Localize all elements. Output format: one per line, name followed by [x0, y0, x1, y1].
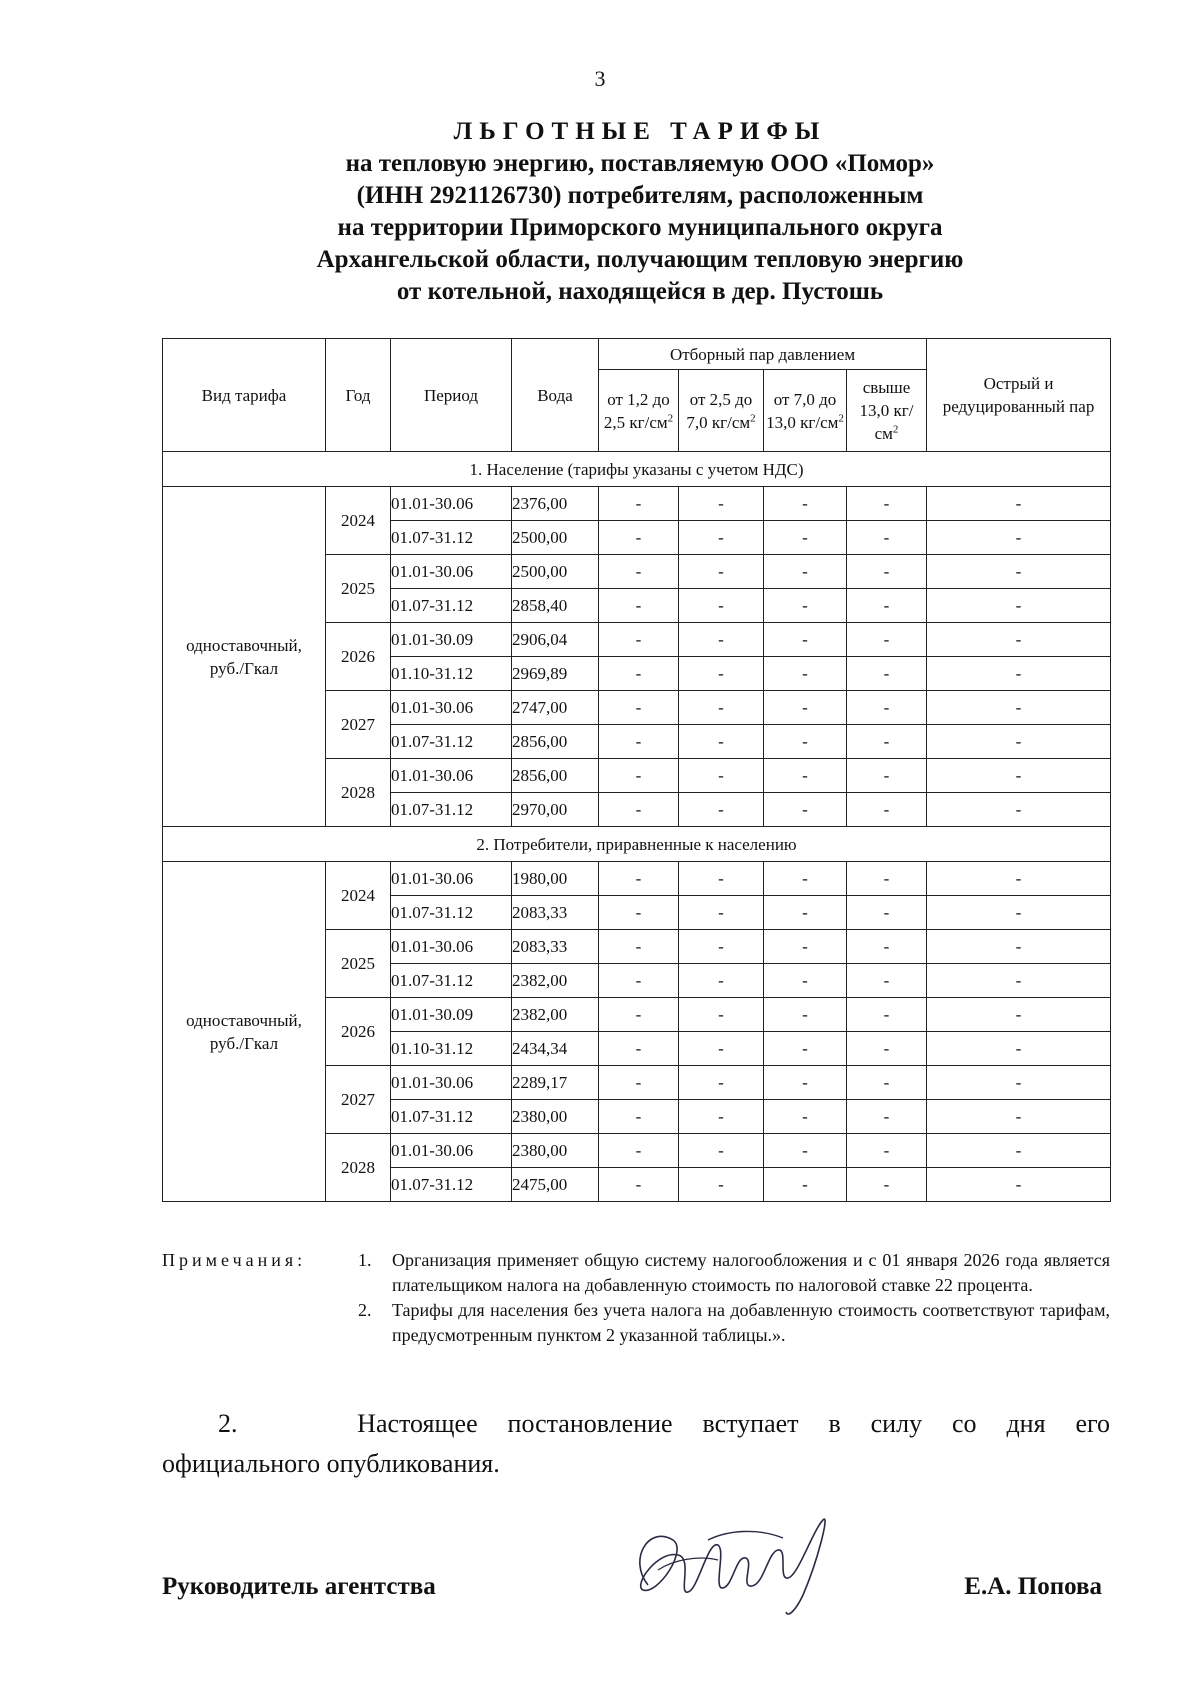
water-value-cell: 2969,89: [512, 657, 599, 691]
empty-value-cell: -: [679, 1100, 764, 1134]
empty-value-cell: -: [764, 691, 847, 725]
empty-value-cell: -: [847, 998, 927, 1032]
empty-value-cell: -: [847, 862, 927, 896]
water-value-cell: 2382,00: [512, 964, 599, 998]
water-value-cell: 1980,00: [512, 862, 599, 896]
empty-value-cell: -: [927, 896, 1111, 930]
period-cell: 01.01-30.06: [391, 930, 512, 964]
year-cell: 2026: [326, 998, 391, 1066]
empty-value-cell: -: [679, 793, 764, 827]
period-cell: 01.07-31.12: [391, 964, 512, 998]
empty-value-cell: -: [599, 691, 679, 725]
empty-value-cell: -: [847, 1134, 927, 1168]
empty-value-cell: -: [847, 555, 927, 589]
header-steam-2: [679, 370, 764, 452]
empty-value-cell: -: [764, 1168, 847, 1202]
empty-value-cell: -: [679, 1168, 764, 1202]
period-cell: 01.01-30.06: [391, 555, 512, 589]
period-cell: 01.07-31.12: [391, 589, 512, 623]
water-value-cell: 2382,00: [512, 998, 599, 1032]
header-steam-group: Отборный пар давлением: [599, 339, 927, 370]
empty-value-cell: -: [847, 657, 927, 691]
empty-value-cell: -: [599, 998, 679, 1032]
empty-value-cell: -: [599, 1066, 679, 1100]
empty-value-cell: -: [764, 1134, 847, 1168]
water-value-cell: 2289,17: [512, 1066, 599, 1100]
title-line: от котельной, находящейся в дер. Пустошь: [396, 278, 884, 305]
water-value-cell: 2475,00: [512, 1168, 599, 1202]
empty-value-cell: -: [679, 759, 764, 793]
empty-value-cell: -: [847, 964, 927, 998]
empty-value-cell: -: [927, 862, 1111, 896]
empty-value-cell: -: [599, 1032, 679, 1066]
empty-value-cell: -: [599, 589, 679, 623]
period-cell: 01.07-31.12: [391, 725, 512, 759]
empty-value-cell: -: [679, 930, 764, 964]
empty-value-cell: -: [927, 930, 1111, 964]
period-cell: 01.10-31.12: [391, 1032, 512, 1066]
empty-value-cell: -: [764, 487, 847, 521]
title-line: на тепловую энергию, поставляемую ООО «Помор»: [345, 150, 935, 177]
empty-value-cell: -: [764, 623, 847, 657]
empty-value-cell: -: [927, 793, 1111, 827]
tariff-type-cell: одноставочный, руб./Гкал: [163, 487, 326, 827]
water-value-cell: 2747,00: [512, 691, 599, 725]
header-steam-2-text: от 2,5 до 7,0 кг/см: [686, 389, 753, 432]
unit-superscript: 2: [892, 423, 899, 436]
note-text: Организация применяет общую систему налогообложения и с 01 января 2026 года является плательщиком налога на добавленную стоимость по налоговой ставке 22 процента.: [392, 1250, 1110, 1295]
title-line: Архангельской области, получающим тепловую энергию: [316, 246, 964, 273]
period-cell: 01.01-30.06: [391, 1134, 512, 1168]
empty-value-cell: -: [927, 1168, 1111, 1202]
water-value-cell: 2858,40: [512, 589, 599, 623]
empty-value-cell: -: [679, 1134, 764, 1168]
notes: [162, 1248, 1110, 1348]
note-number: 1.: [358, 1250, 372, 1270]
empty-value-cell: -: [679, 589, 764, 623]
empty-value-cell: -: [927, 1100, 1111, 1134]
empty-value-cell: -: [599, 930, 679, 964]
notes-label: Примечания:: [162, 1250, 307, 1270]
water-value-cell: 2906,04: [512, 623, 599, 657]
header-steam-1-text: от 1,2 до 2,5 кг/см: [603, 389, 670, 432]
empty-value-cell: -: [599, 657, 679, 691]
empty-value-cell: -: [599, 759, 679, 793]
note-number: 2.: [358, 1300, 372, 1320]
empty-value-cell: -: [764, 998, 847, 1032]
period-cell: 01.01-30.06: [391, 1066, 512, 1100]
document-title: [160, 116, 1120, 308]
empty-value-cell: -: [599, 862, 679, 896]
title-line: ЛЬГОТНЫЕ ТАРИФЫ: [453, 118, 827, 145]
table-row: [163, 487, 1111, 521]
empty-value-cell: -: [847, 1168, 927, 1202]
period-cell: 01.07-31.12: [391, 521, 512, 555]
header-steam-1: [599, 370, 679, 452]
period-cell: 01.10-31.12: [391, 657, 512, 691]
empty-value-cell: -: [679, 964, 764, 998]
year-cell: 2025: [326, 555, 391, 623]
empty-value-cell: -: [927, 589, 1111, 623]
empty-value-cell: -: [764, 1066, 847, 1100]
empty-value-cell: -: [927, 555, 1111, 589]
title-line: на территории Приморского муниципального округа: [337, 214, 943, 241]
unit-superscript: 2: [750, 411, 756, 424]
empty-value-cell: -: [679, 521, 764, 555]
empty-value-cell: -: [599, 793, 679, 827]
empty-value-cell: -: [847, 623, 927, 657]
period-cell: 01.07-31.12: [391, 793, 512, 827]
header-sharp-steam: Острый и редуцированный пар: [927, 339, 1111, 452]
water-value-cell: 2970,00: [512, 793, 599, 827]
paragraph-number: 2.: [218, 1409, 238, 1438]
page-number: 3: [594, 66, 606, 91]
empty-value-cell: -: [764, 555, 847, 589]
empty-value-cell: -: [679, 862, 764, 896]
empty-value-cell: -: [764, 589, 847, 623]
water-value-cell: 2376,00: [512, 487, 599, 521]
water-value-cell: 2856,00: [512, 759, 599, 793]
tariff-table: [162, 338, 1111, 1202]
header-period: Период: [391, 339, 512, 452]
water-value-cell: 2380,00: [512, 1134, 599, 1168]
year-cell: 2028: [326, 1134, 391, 1202]
empty-value-cell: -: [679, 725, 764, 759]
empty-value-cell: -: [599, 1134, 679, 1168]
empty-value-cell: -: [847, 793, 927, 827]
empty-value-cell: -: [599, 1100, 679, 1134]
note-text: Тарифы для населения без учета налога на добавленную стоимость соответствуют тарифам, предусмотренным пунктом 2 указанной таблицы.».: [392, 1300, 1110, 1345]
empty-value-cell: -: [847, 487, 927, 521]
empty-value-cell: -: [679, 998, 764, 1032]
note-item: [358, 1298, 1110, 1348]
empty-value-cell: -: [847, 930, 927, 964]
unit-superscript: 2: [838, 411, 844, 424]
water-value-cell: 2083,33: [512, 930, 599, 964]
empty-value-cell: -: [599, 1168, 679, 1202]
empty-value-cell: -: [764, 793, 847, 827]
empty-value-cell: -: [927, 725, 1111, 759]
period-cell: 01.01-30.06: [391, 862, 512, 896]
empty-value-cell: -: [599, 725, 679, 759]
period-cell: 01.01-30.06: [391, 691, 512, 725]
empty-value-cell: -: [679, 1032, 764, 1066]
empty-value-cell: -: [927, 1134, 1111, 1168]
period-cell: 01.01-30.09: [391, 998, 512, 1032]
empty-value-cell: -: [679, 555, 764, 589]
year-cell: 2024: [326, 862, 391, 930]
header-year: Год: [326, 339, 391, 452]
empty-value-cell: -: [927, 657, 1111, 691]
header-tariff-type: Вид тарифа: [163, 339, 326, 452]
water-value-cell: 2083,33: [512, 896, 599, 930]
empty-value-cell: -: [764, 725, 847, 759]
year-cell: 2025: [326, 930, 391, 998]
empty-value-cell: -: [927, 759, 1111, 793]
empty-value-cell: -: [599, 896, 679, 930]
empty-value-cell: -: [764, 862, 847, 896]
header-steam-3: [764, 370, 847, 452]
section-title: 2. Потребители, приравненные к населению: [163, 827, 1111, 862]
empty-value-cell: -: [764, 964, 847, 998]
water-value-cell: 2500,00: [512, 521, 599, 555]
empty-value-cell: -: [847, 521, 927, 555]
header-steam-4-text: свыше 13,0 кг/см: [859, 378, 914, 443]
table-row: [163, 862, 1111, 896]
empty-value-cell: -: [764, 521, 847, 555]
empty-value-cell: -: [679, 691, 764, 725]
section-title: 1. Население (тарифы указаны с учетом НДС): [163, 452, 1111, 487]
period-cell: 01.01-30.09: [391, 623, 512, 657]
empty-value-cell: -: [599, 623, 679, 657]
water-value-cell: 2856,00: [512, 725, 599, 759]
note-item: [358, 1248, 1110, 1298]
header-steam-3-text: от 7,0 до 13,0 кг/см: [766, 389, 839, 432]
empty-value-cell: -: [599, 555, 679, 589]
empty-value-cell: -: [679, 1066, 764, 1100]
empty-value-cell: -: [927, 998, 1111, 1032]
empty-value-cell: -: [599, 487, 679, 521]
empty-value-cell: -: [847, 1100, 927, 1134]
tariff-type-cell: одноставочный, руб./Гкал: [163, 862, 326, 1202]
header-steam-4: [847, 370, 927, 452]
header-water: Вода: [512, 339, 599, 452]
empty-value-cell: -: [599, 521, 679, 555]
empty-value-cell: -: [847, 589, 927, 623]
empty-value-cell: -: [927, 623, 1111, 657]
table-body: [163, 452, 1111, 1202]
signatory-name: Е.А. Попова: [964, 1573, 1102, 1600]
empty-value-cell: -: [847, 1032, 927, 1066]
year-cell: 2024: [326, 487, 391, 555]
water-value-cell: 2500,00: [512, 555, 599, 589]
empty-value-cell: -: [847, 759, 927, 793]
empty-value-cell: -: [847, 691, 927, 725]
empty-value-cell: -: [764, 1100, 847, 1134]
empty-value-cell: -: [927, 521, 1111, 555]
title-line: (ИНН 2921126730) потребителям, расположенным: [356, 182, 924, 209]
empty-value-cell: -: [764, 1032, 847, 1066]
empty-value-cell: -: [679, 896, 764, 930]
year-cell: 2026: [326, 623, 391, 691]
empty-value-cell: -: [927, 691, 1111, 725]
empty-value-cell: -: [847, 1066, 927, 1100]
empty-value-cell: -: [847, 725, 927, 759]
empty-value-cell: -: [927, 487, 1111, 521]
empty-value-cell: -: [927, 1032, 1111, 1066]
paragraph-2: [162, 1406, 1110, 1442]
unit-superscript: 2: [667, 411, 674, 424]
empty-value-cell: -: [927, 1066, 1111, 1100]
signatory-position: Руководитель агентства: [162, 1573, 436, 1600]
year-cell: 2028: [326, 759, 391, 827]
empty-value-cell: -: [679, 623, 764, 657]
period-cell: 01.07-31.12: [391, 1100, 512, 1134]
empty-value-cell: -: [599, 964, 679, 998]
water-value-cell: 2434,34: [512, 1032, 599, 1066]
empty-value-cell: -: [764, 930, 847, 964]
paragraph-line-2: официального опубликования.: [162, 1449, 500, 1478]
year-cell: 2027: [326, 691, 391, 759]
empty-value-cell: -: [764, 759, 847, 793]
empty-value-cell: -: [764, 896, 847, 930]
water-value-cell: 2380,00: [512, 1100, 599, 1134]
period-cell: 01.07-31.12: [391, 1168, 512, 1202]
handwritten-signature: [618, 1500, 838, 1620]
empty-value-cell: -: [764, 657, 847, 691]
empty-value-cell: -: [679, 657, 764, 691]
notes-list: [358, 1248, 1110, 1348]
period-cell: 01.01-30.06: [391, 487, 512, 521]
period-cell: 01.01-30.06: [391, 759, 512, 793]
year-cell: 2027: [326, 1066, 391, 1134]
period-cell: 01.07-31.12: [391, 896, 512, 930]
empty-value-cell: -: [927, 964, 1111, 998]
paragraph-line-1: Настоящее постановление вступает в силу со дня его: [357, 1409, 1111, 1438]
empty-value-cell: -: [847, 896, 927, 930]
empty-value-cell: -: [679, 487, 764, 521]
